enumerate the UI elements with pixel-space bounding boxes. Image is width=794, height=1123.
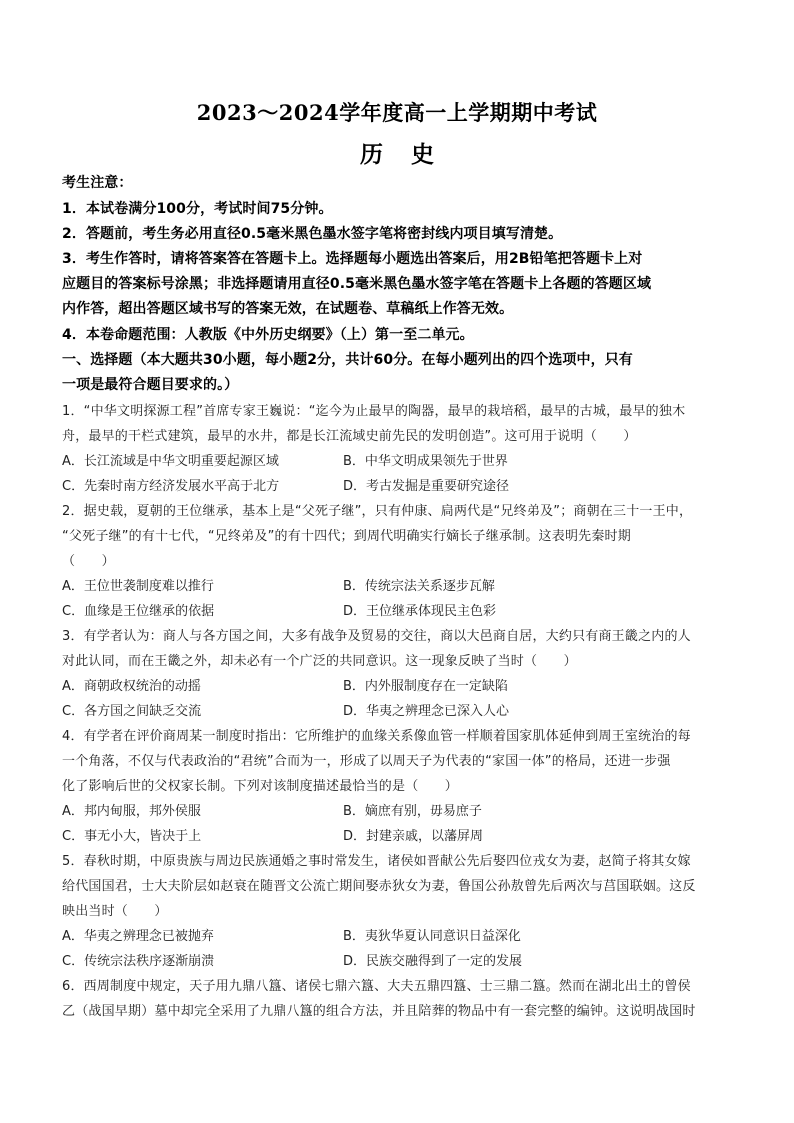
question-3-text: 对此认同，而在王畿之外，却未必有一个广泛的共同意识。这一现象反映了当时（ ） xyxy=(62,654,577,669)
notice-item: 1．本试卷满分100分，考试时间75分钟。 xyxy=(62,201,333,217)
question-5-option-d: D．民族交融得到了一定的发展 xyxy=(343,954,523,969)
question-2-option-b: B．传统宗法关系逐步瓦解 xyxy=(343,579,495,594)
question-4-option-a: A．邦内甸服，邦外侯服 xyxy=(62,804,201,819)
question-4-option-d: D．封建亲戚，以藩屏周 xyxy=(343,829,484,844)
question-5-option-a: A．华夷之辨理念已被抛弃 xyxy=(62,929,214,944)
question-4-option-b: B．嫡庶有别，毋易庶子 xyxy=(343,804,482,819)
question-2-text: （ ） xyxy=(62,554,115,569)
subject-title: 历 史 xyxy=(359,141,444,168)
notice-item: 2．答题前，考生务必用直径0.5毫米黑色墨水签字笔将密封线内项目填写清楚。 xyxy=(62,226,563,242)
question-1-option-a: A．长江流域是中华文明重要起源区域 xyxy=(62,454,279,469)
question-3-option-c: C．各方国之间缺乏交流 xyxy=(62,704,202,719)
question-5-text: 给代国国君，士大夫阶层如赵衰在随晋文公流亡期间娶赤狄女为妻，鲁国公孙敖曾先后两次与莒国联姻。这反 xyxy=(62,879,696,894)
notice-item: 4．本卷命题范围：人教版《中外历史纲要》（上）第一至二单元。 xyxy=(62,327,474,343)
question-1-text: 舟，最早的干栏式建筑，最早的水井，都是长江流域史前先民的发明创造”。这可用于说明（ ） xyxy=(62,429,637,444)
question-3-option-a: A．商朝政权统治的动摇 xyxy=(62,679,201,694)
notice-item: 应题目的答案标号涂黑；非选择题请用直径0.5毫米黑色墨水签字笔在答题卡上各题的答题区域 xyxy=(62,276,652,292)
question-4-text: 4．有学者在评价商周某一制度时指出：它所维护的血缘关系像血管一样顺着国家肌体延伸到周王室统治的每 xyxy=(62,729,691,744)
question-6-text: 乙（战国早期）墓中却完全采用了九鼎八簋的组合方法，并且陪葬的物品中有一套完整的编钟。这说明战国时 xyxy=(62,1004,696,1019)
question-3-text: 3．有学者认为：商人与各方国之间，大多有战争及贸易的交往，商以大邑商自居，大约只有商王畿之内的人 xyxy=(62,629,691,644)
question-1-text: 1．“中华文明探源工程”首席专家王巍说：“迄今为止最早的陶器，最早的栽培稻，最早的古城，最早的独木 xyxy=(62,404,686,419)
question-2-text: “父死子继”的有十七代，“兄终弟及”的有十四代；到周代明确实行嫡长子继承制。这表明先秦时期 xyxy=(62,529,631,544)
question-2-text: 2．据史载，夏朝的王位继承，基本上是“父死子继”，只有仲康、扃两代是“兄终弟及”；商朝在三十一王中， xyxy=(62,504,693,519)
question-1-option-b: B．中华文明成果领先于世界 xyxy=(343,454,508,469)
question-2-option-a: A．王位世袭制度难以推行 xyxy=(62,579,214,594)
question-2-option-d: D．王位继承体现民主色彩 xyxy=(343,604,497,619)
question-4-option-c: C．事无小大，皆决于上 xyxy=(62,829,202,844)
question-5-option-c: C．传统宗法秩序逐渐崩溃 xyxy=(62,954,215,969)
notice-item: 3．考生作答时，请将答案答在答题卡上。选择题每小题选出答案后，用2B铅笔把答题卡上对 xyxy=(62,251,643,267)
question-5-option-b: B．夷狄华夏认同意识日益深化 xyxy=(343,929,521,944)
question-2-option-c: C．血缘是王位继承的依据 xyxy=(62,604,215,619)
notice-heading: 考生注意： xyxy=(62,175,133,191)
question-4-text: 化了影响后世的父权家长制。下列对该制度描述最恰当的是（ ） xyxy=(62,779,459,794)
question-3-option-b: B．内外服制度存在一定缺陷 xyxy=(343,679,508,694)
question-3-option-d: D．华夷之辨理念已深入人心 xyxy=(343,704,510,719)
question-6-text: 6．西周制度中规定，天子用九鼎八簋、诸侯七鼎六簋、大夫五鼎四簋、士三鼎二簋。然而在湖北出土的曾侯 xyxy=(62,979,691,994)
question-5-text: 5．春秋时期，中原贵族与周边民族通婚之事时常发生，诸侯如晋献公先后娶四位戎女为妻，赵简子将其女嫁 xyxy=(62,854,691,869)
section-heading-cont: 一项是最符合题目要求的。） xyxy=(62,377,239,393)
notice-item: 内作答，超出答题区域书写的答案无效，在试题卷、草稿纸上作答无效。 xyxy=(62,301,514,317)
question-1-option-c: C．先秦时南方经济发展水平高于北方 xyxy=(62,479,280,494)
section-heading: 一、选择题（本大题共30小题，每小题2分，共计60分。在每小题列出的四个选项中，只有 xyxy=(62,352,633,368)
exam-title: 2023～2024学年度高一上学期期中考试 xyxy=(196,100,598,125)
question-1-option-d: D．考古发掘是重要研究途径 xyxy=(343,479,510,494)
question-4-text: 一个角落，不仅与代表政治的“君统”合而为一，形成了以周天子为代表的“家国一体”的格局，还进一步强 xyxy=(62,754,671,769)
question-5-text: 映出当时（ ） xyxy=(62,904,168,919)
